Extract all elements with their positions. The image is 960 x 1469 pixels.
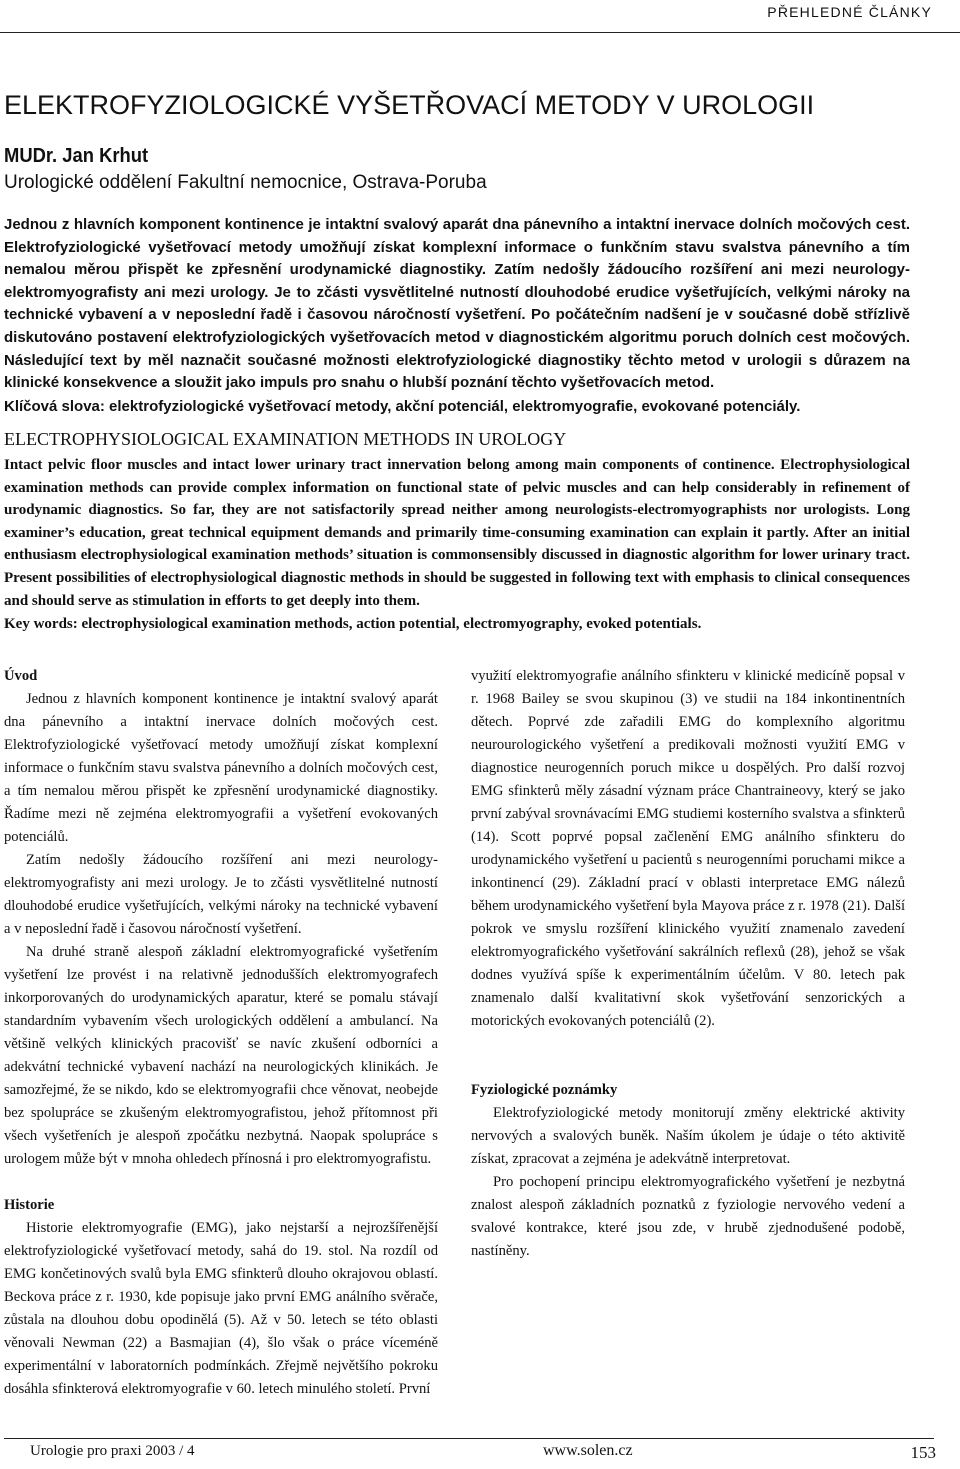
intro-paragraph-1: Jednou z hlavních komponent kontinence je intaktní svalový aparát dna pánevního a intaktní inervace dolních močových cest. Elektrofyziologické vyšetřovací metody umožňují získat komplexní informace o funkčním stavu svalstva pánevního a dolních močových cest, a tím nemalou měrou přispět ke zpřesnění urodynamické diagnostiky. Řadíme mezi ně zejména elektromyografii a vyšetření evokovaných potenciálů.: [4, 691, 438, 845]
intro-paragraph-2: Zatím nedošly žádoucího rozšíření ani mezi neurology-elektromyografisty ani mezi urology. Je to zčásti vysvětlitelné nutností dlouhodobé erudice vyšetřujících, velkými nároky na technické vybavení a v neposlední řadě i časovou náročností vyšetření.: [4, 852, 438, 937]
author-affiliation: Urologické oddělení Fakultní nemocnice, Ostrava-Poruba: [4, 172, 487, 193]
physiology-paragraph-2: Pro pochopení principu elektromyografického vyšetření je nezbytná znalost alespoň základních poznatků z fyziologie nervového vedení a svalové kontrakce, které jsou zde, v hrubě zjednodušené podobě, nastíněny.: [471, 1174, 905, 1259]
footer-journal: Urologie pro praxi 2003 / 4: [30, 1443, 195, 1459]
author-name: MUDr. Jan Krhut: [4, 145, 149, 167]
abstract-czech-text: Jednou z hlavních komponent kontinence je intaktní svalový aparát dna pánevního a intaktní inervace dolních močových cest. Elektrofyziologické vyšetřovací metody umožňují získat komplexní informace o funkčním stavu svalstva pánevního a tím nemalou měrou přispět ke zpřesnění urodynamické diagnostiky. Zatím nedošly žádoucího rozšíření ani mezi neurology-elektromyografisty ani mezi urology. Je to zčásti vysvětlitelné nutností dlouhodobé erudice vyšetřujících, velkými nároky na technické vybavení a v neposlední řadě i časovou náročností vyšetření. Po počátečním nadšení je v současné době střízlivě diskutováno postavení elektrofyziologických vyšetřovacích metod v diagnostickém algoritmu poruch dolních cest močových. Následující text by měl naznačit současné možnosti elektrofyziologické diagnostiky těchto metod v urologii s důrazem na klinické konsekvence a sloužit jako impuls pro snahu o hlubší poznání těchto vyšetřovacích metod.: [4, 216, 910, 392]
section-heading-physiology: Fyziologické poznámky: [471, 1082, 618, 1098]
keywords-english: Key words: electrophysiological examination methods, action potential, electromyography, evoked potentials.: [4, 616, 702, 633]
body-column-right: [471, 665, 905, 1263]
footer-url: www.solen.cz: [543, 1442, 633, 1459]
header-rule: [0, 32, 960, 33]
abstract-czech: [4, 214, 910, 418]
section-heading-intro: Úvod: [4, 668, 38, 684]
abstract-english-text: Intact pelvic floor muscles and intact lower urinary tract innervation belong among main components of continence. Electrophysiological examination methods can provide complex information on functional state of pelvic muscles and can help considerably in refinement of urodynamic diagnostics. So far, they are not satisfactorily spread neither among neurologists-electromyographists nor urologists. Long examiner’s education, great technical equipment demands and primarily time-consuming examination can explain it partly. After an initial enthusiasm electrophysiological examination methods’ situation is commonsensibly discussed in diagnostic algorithm for lower urinary tract. Present possibilities of electrophysiological diagnostic methods in should be suggested in following text with emphasis to clinical consequences and should serve as stimulation in efforts to get deeply into them.: [4, 457, 910, 609]
page-number: 153: [910, 1443, 936, 1462]
history-paragraph: Historie elektromyografie (EMG), jako nejstarší a nejrozšířenější elektrofyziologické vyšetřovací metody, sahá do 19. stol. Na rozdíl od EMG končetinových svalů byla EMG sfinkterů dlouho okrajovou oblastí. Beckova práce z r. 1930, kde popisuje jako první EMG análního svěrače, zůstala na dlouhou dobu opodinělá (5). Až v 50. letech se této oblasti věnovali Newman (22) a Basmajian (4), šlo však o práce víceméně experimentální v laboratorních podmínkách. Zřejmě největšího pokroku dosáhla sfinkterová elektromyografie v 60. letech minulého století. První: [4, 1220, 438, 1397]
intro-paragraph-3: Na druhé straně alespoň základní elektromyografické vyšetřením vyšetření lze provést i na relativně jednodušších elektromyografech inkorporovaných do urodynamických aparatur, které se pomalu stávají standardním vybavením všech urologických oddělení a ambulancí. Na většině velkých klinických pracovišť se navíc zkušení odborníci a adekvátní technické vybavení nachází na neurologických klinikách. Je samozřejmé, že se nikdo, kdo se elektromyografii chce věnovat, neobejde bez spolupráce se zkušeným elektromyografistou, jehož přítomnost při všech vyšetřeních je alespoň zpočátku nezbytná. Naopak spolupráce s urologem může být v mnoha ohledech přínosná i pro elektromyografistu.: [4, 944, 438, 1167]
article-title: ELEKTROFYZIOLOGICKÉ VYŠETŘOVACÍ METODY V UROLOGII: [4, 90, 815, 120]
history-paragraph-continued: využití elektromyografie análního sfinkteru v klinické medicíně popsal v r. 1968 Bailey se svou skupinou (3) ve studii na 184 inkontinentních dětech. Poprvé zde zařadili EMG do komplexního algoritmu neurourologického vyšetření a predikovali možnosti využití EMG v diagnostice neurogenních poruch mikce u dospělých. Pro další rozvoj EMG sfinkterů měly zásadní význam práce Chantraineovy, který se jako první zabýval srovnávacími EMG studiemi kosterního svalstva a sfinkterů (14). Scott poprvé popsal začlenění EMG análního sfinkteru do urodynamického vyšetření u pacientů s neurogenními poruchami mikce a inkontinencí (29). Základní prací v oblasti interpretace EMG nálezů během urodynamického vyšetření byla Mayova práce z r. 1978 (21). Další pokrok ve smyslu rozšíření klinického využití znamenalo zavedení elektromyografického vyšetřování sakrálních reflexů (28), jehož se však dodnes využívá spíše k experimentálním účelům. V 80. letech pak znamenalo další kvalitativní skok vyšetřování senzorických a motorických evokovaných potenciálů (2).: [471, 668, 905, 1029]
physiology-paragraph-1: Elektrofyziologické metody monitorují změny elektrické aktivity nervových a svalových buněk. Naším úkolem je údaje o této aktivitě získat, zpracovat a zejména je adekvátně interpretovat.: [471, 1105, 905, 1167]
keywords-czech: Klíčová slova: elektrofyziologické vyšetřovací metody, akční potenciál, elektromyografie, evokované potenciály.: [4, 397, 801, 415]
body-column-left: [4, 665, 438, 1401]
section-heading-history: Historie: [4, 1197, 55, 1213]
abstract-english: [4, 454, 910, 636]
section-label: PŘEHLEDNÉ ČLÁNKY: [767, 4, 932, 20]
footer-rule: [4, 1438, 934, 1439]
abstract-english-title: ELECTROPHYSIOLOGICAL EXAMINATION METHODS IN UROLOGY: [4, 429, 567, 449]
